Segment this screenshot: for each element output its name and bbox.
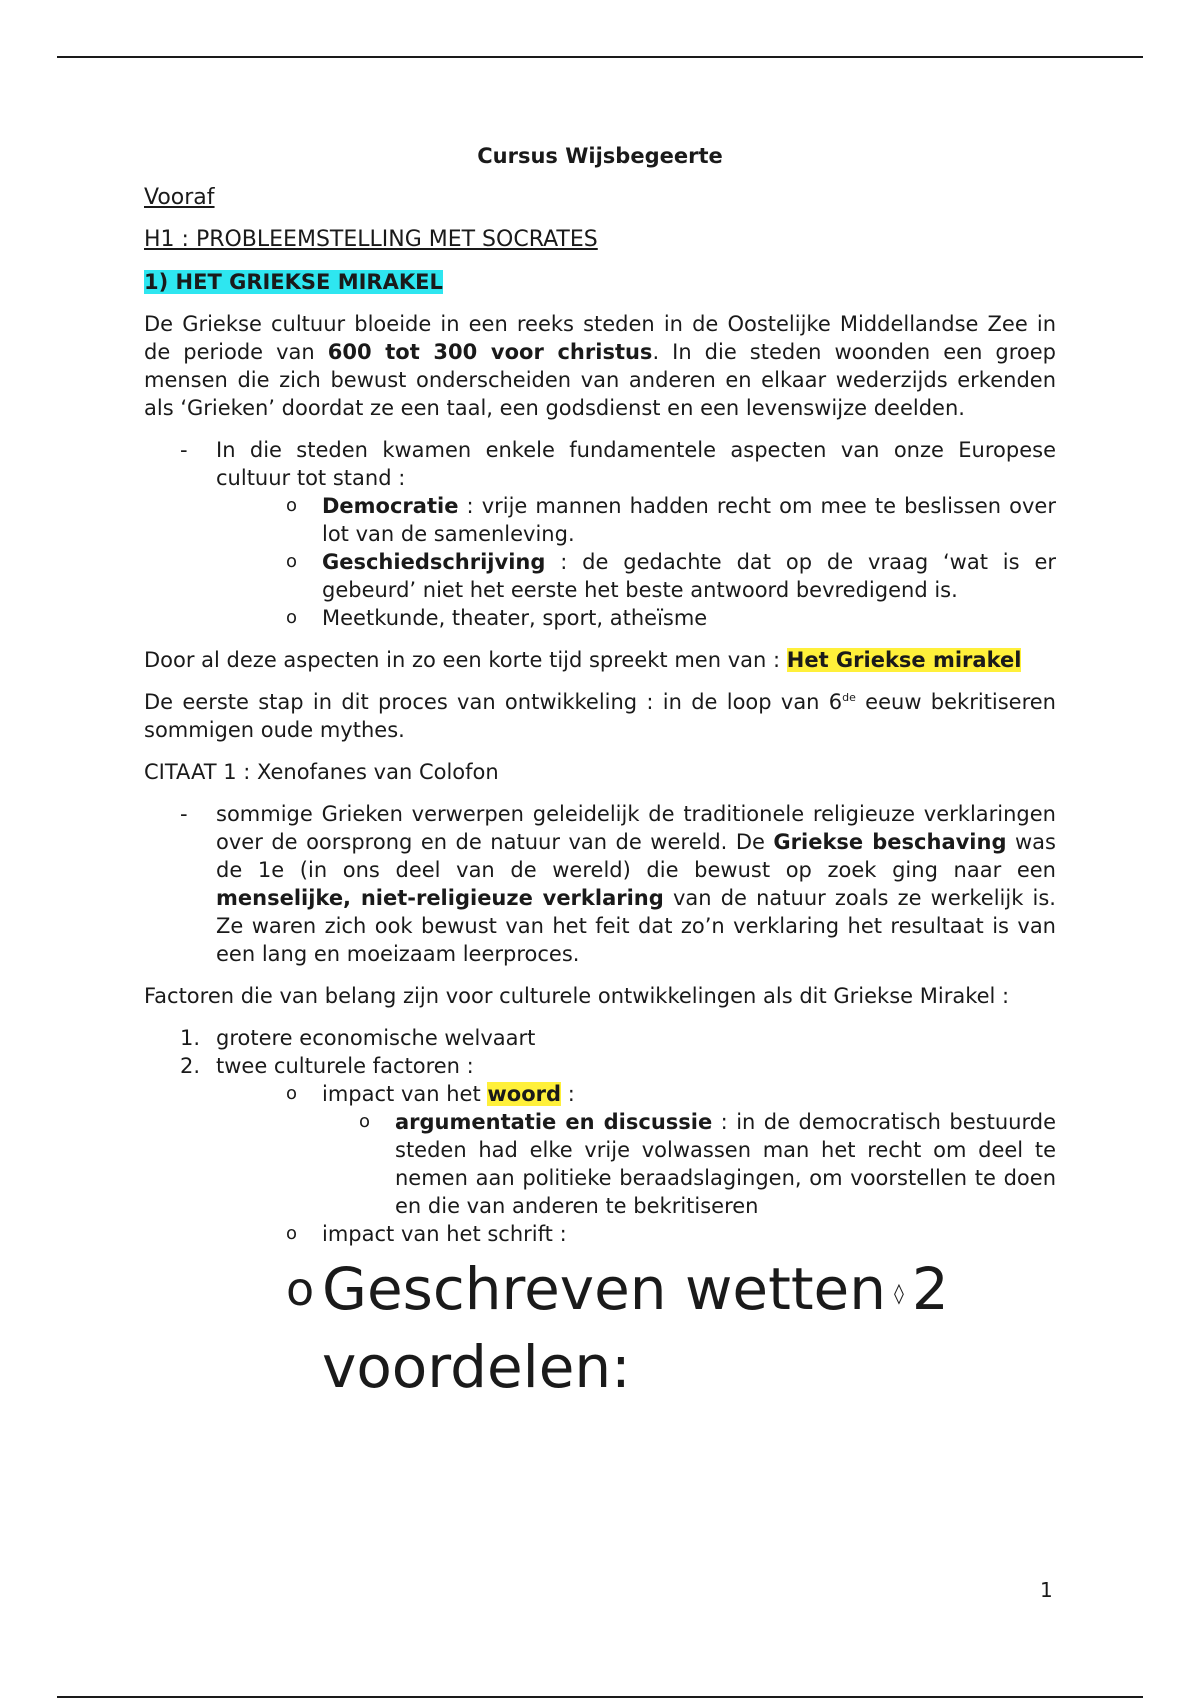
list-item-democratie: o Democratie : vrije mannen hadden recht om mee te beslissen over lot van de samenleving. (286, 494, 1056, 546)
paragraph-factoren: Factoren die van belang zijn voor culturele ontwikkelingen als dit Griekse Mirakel : (144, 984, 1010, 1008)
dash-marker: - (180, 438, 188, 462)
bullet-list-aspects (144, 436, 1056, 632)
chapter-heading: H1 : PROBLEEMSTELLING MET SOCRATES (144, 227, 598, 252)
section-vooraf: Vooraf (144, 185, 215, 210)
circle-bullet-icon: o (286, 1083, 298, 1104)
list-item-geschiedschrijving: o Geschiedschrijving : de gedachte dat op de vraag ‘wat is er gebeurd’ niet het eerste het beste antwoord bevredigend is. (286, 550, 1056, 602)
list-item-meetkunde: o Meetkunde, theater, sport, atheïsme (286, 606, 708, 630)
document-title: Cursus Wijsbegeerte (477, 144, 723, 168)
list-item-schrift: o impact van het schrift : (286, 1222, 567, 1246)
highlight-griekse-mirakel: Het Griekse mirakel (786, 648, 1022, 672)
citaat-label: CITAAT 1 : Xenofanes van Colofon (144, 760, 499, 784)
diamond-icon: ◊ (894, 1280, 904, 1305)
list-item: 2. twee culturele factoren : (180, 1054, 474, 1078)
number-marker: 2. (180, 1054, 201, 1078)
circle-bullet-icon: o (286, 1223, 298, 1244)
list-item: - sommige Grieken verwerpen geleidelijk de traditionele religieuze verklaringen over de oorsprong en de natuur van de wereld. De Griekse beschaving was de 1e (in ons deel van de wereld) die bewust op zoek ging naar een menselijke, niet-religieuze verklaring van de natuur zoals ze werkelijk is. Ze waren zich ook bewust van het feit dat zo’n verklaring het resultaat is van een lang en moeizaam leerproces. (180, 802, 1056, 966)
list-item: - In die steden kwamen enkele fundamentele aspecten van onze Europese cultuur tot stand : (180, 438, 1056, 490)
circle-bullet-icon: o (286, 1262, 315, 1316)
circle-bullet-icon: o (359, 1111, 371, 1132)
header-rule (57, 56, 1143, 58)
list-item-argumentatie: o argumentatie en discussie : in de democratisch bestuurde steden had elke vrije volwassen man het recht om deel te nemen aan politieke beraadslagingen, om voorstellen te doen en die van anderen te bekritiseren (359, 1110, 1056, 1218)
bullet-list-grieken (144, 800, 1056, 968)
page-content (144, 134, 1056, 1404)
paragraph-eerste-stap: De eerste stap in dit proces van ontwikkeling : in de loop van 6de eeuw bekritiseren sommigen oude mythes. (144, 690, 1056, 742)
paragraph-griekse-cultuur: De Griekse cultuur bloeide in een reeks steden in de Oostelijke Middellandse Zee in de periode van 600 tot 300 voor christus. In die steden woonden een groep mensen die zich bewust onderscheiden van anderen en elkaar wederzijds erkenden als ‘Grieken’ doordat ze een taal, een godsdienst en een levenswijze deelden. (144, 312, 1057, 420)
list-item-geschreven-wetten: o Geschreven wetten ◊ 2 voordelen: (144, 1252, 1056, 1404)
subheading-griekse-mirakel: 1) HET GRIEKSE MIRAKEL (144, 270, 443, 294)
paragraph-mirakel: Door al deze aspecten in zo een korte tijd spreekt men van : Het Griekse mirakel (144, 648, 1022, 672)
list-item-woord: o impact van het woord : (286, 1082, 575, 1106)
circle-bullet-icon: o (286, 607, 298, 628)
footer-rule (57, 1696, 1143, 1698)
numbered-list-factoren (144, 1024, 1056, 1404)
circle-bullet-icon: o (286, 495, 298, 516)
number-marker: 1. (180, 1026, 201, 1050)
list-item: 1. grotere economische welvaart (180, 1026, 536, 1050)
dash-marker: - (180, 802, 188, 826)
circle-bullet-icon: o (286, 551, 298, 572)
period-bold: 600 tot 300 voor christus (327, 340, 653, 364)
page-number: 1 (1040, 1578, 1053, 1602)
highlight-woord: woord (487, 1082, 562, 1106)
